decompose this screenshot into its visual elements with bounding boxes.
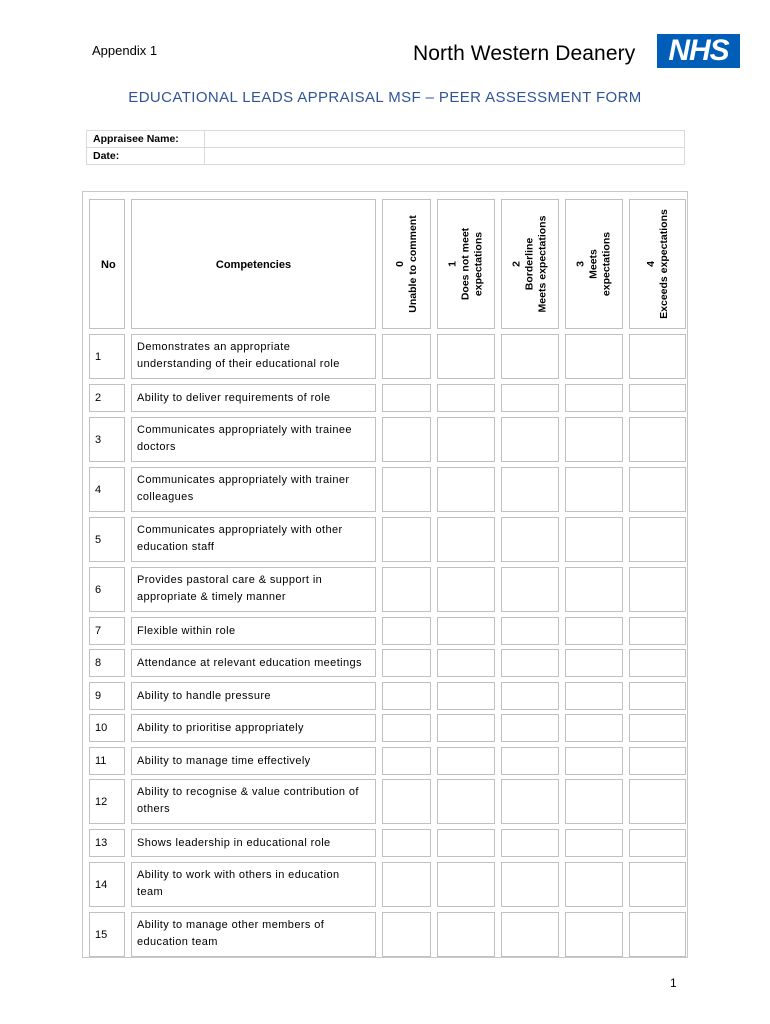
- header-rating-0-cell: [382, 199, 431, 329]
- competency-text: Demonstrates an appropriate understanding of their educational role: [137, 341, 340, 370]
- rating-3-line2: expectations: [600, 231, 613, 297]
- competency-text: Flexible within role: [137, 625, 236, 637]
- row-15-rating-4-box[interactable]: [629, 912, 686, 957]
- row-5-rating-2-box[interactable]: [501, 517, 559, 562]
- row-12-rating-0-box[interactable]: [382, 779, 431, 824]
- row-4-rating-2-box[interactable]: [501, 467, 559, 512]
- row-8-rating-0-box[interactable]: [382, 649, 431, 677]
- row-12-rating-2-box[interactable]: [501, 779, 559, 824]
- row-number: 15: [95, 928, 108, 941]
- row-number: 1: [95, 350, 102, 363]
- header-rating-1-cell: [437, 199, 495, 329]
- row-9-rating-4-box[interactable]: [629, 682, 686, 710]
- row-number: 14: [95, 878, 108, 891]
- row-14-competency-cell: [131, 862, 376, 907]
- org-name: North Western Deanery: [413, 42, 636, 65]
- row-10-rating-1-box[interactable]: [437, 714, 495, 742]
- row-3-competency-cell: [131, 417, 376, 462]
- competency-text: Attendance at relevant education meetings: [137, 657, 362, 669]
- row-5-competency-cell: [131, 517, 376, 562]
- row-3-rating-0-box[interactable]: [382, 417, 431, 462]
- row-1-rating-2-box[interactable]: [501, 334, 559, 379]
- row-11-rating-3-box[interactable]: [565, 747, 623, 775]
- row-15-rating-1-box[interactable]: [437, 912, 495, 957]
- appraisee-name-field[interactable]: [205, 131, 685, 148]
- row-7-rating-4-box[interactable]: [629, 617, 686, 645]
- row-8-rating-3-box[interactable]: [565, 649, 623, 677]
- row-number: 11: [95, 755, 107, 767]
- row-11-rating-2-box[interactable]: [501, 747, 559, 775]
- rating-4-num: 4: [644, 261, 657, 267]
- row-6-rating-3-box[interactable]: [565, 567, 623, 612]
- row-11-no-cell: [89, 747, 125, 775]
- row-2-rating-3-box[interactable]: [565, 384, 623, 412]
- row-4-competency-cell: [131, 467, 376, 512]
- row-8-competency-cell: [131, 649, 376, 677]
- competency-text: Ability to prioritise appropriately: [137, 722, 304, 734]
- row-number: 10: [95, 722, 108, 734]
- row-5-rating-0-box[interactable]: [382, 517, 431, 562]
- row-4-no-cell: [89, 467, 125, 512]
- row-5-no-cell: [89, 517, 125, 562]
- row-15-rating-0-box[interactable]: [382, 912, 431, 957]
- competency-text: Communicates appropriately with trainee doctors: [137, 424, 352, 453]
- row-8-rating-2-box[interactable]: [501, 649, 559, 677]
- row-7-rating-0-box[interactable]: [382, 617, 431, 645]
- row-10-rating-3-box[interactable]: [565, 714, 623, 742]
- row-13-competency-cell: [131, 829, 376, 857]
- row-6-no-cell: [89, 567, 125, 612]
- row-3-rating-1-box[interactable]: [437, 417, 495, 462]
- rating-1-line1: Does not meet: [459, 227, 472, 301]
- row-2-rating-1-box[interactable]: [437, 384, 495, 412]
- row-7-rating-2-box[interactable]: [501, 617, 559, 645]
- row-7-competency-cell: [131, 617, 376, 645]
- rating-2-line2: Meets expectations: [536, 215, 549, 313]
- row-6-competency-cell: [131, 567, 376, 612]
- row-14-rating-4-box[interactable]: [629, 862, 686, 907]
- header-rating-4-label: [645, 209, 671, 319]
- header-rating-1-label: [447, 228, 486, 300]
- rating-0-num: 0: [393, 261, 406, 267]
- header-rating-0-label: [394, 215, 420, 312]
- appraisee-name-label: Appraisee Name:: [87, 131, 205, 148]
- competency-text: Communicates appropriately with other education staff: [137, 524, 343, 553]
- row-10-rating-2-box[interactable]: [501, 714, 559, 742]
- row-14-no-cell: [89, 862, 125, 907]
- row-4-rating-0-box[interactable]: [382, 467, 431, 512]
- row-3-rating-2-box[interactable]: [501, 417, 559, 462]
- row-6-rating-0-box[interactable]: [382, 567, 431, 612]
- row-number: 2: [95, 392, 102, 404]
- date-row: [87, 148, 685, 165]
- header-no-label: No: [101, 259, 116, 271]
- row-number: 8: [95, 657, 102, 669]
- form-title: EDUCATIONAL LEADS APPRAISAL MSF – PEER ASSESSMENT FORM: [128, 89, 642, 106]
- row-12-rating-3-box[interactable]: [565, 779, 623, 824]
- row-number: 9: [95, 690, 102, 702]
- row-1-competency-cell: [131, 334, 376, 379]
- competency-text: Ability to recognise & value contribution of others: [137, 786, 359, 815]
- row-15-rating-3-box[interactable]: [565, 912, 623, 957]
- row-10-rating-4-box[interactable]: [629, 714, 686, 742]
- row-number: 7: [95, 625, 102, 637]
- row-8-no-cell: [89, 649, 125, 677]
- row-13-rating-3-box[interactable]: [565, 829, 623, 857]
- row-2-rating-4-box[interactable]: [629, 384, 686, 412]
- row-11-rating-4-box[interactable]: [629, 747, 686, 775]
- rating-2-num: 2: [510, 261, 523, 267]
- row-2-no-cell: [89, 384, 125, 412]
- rating-0-line1: Unable to comment: [406, 215, 419, 313]
- row-11-competency-cell: [131, 747, 376, 775]
- row-13-no-cell: [89, 829, 125, 857]
- row-15-no-cell: [89, 912, 125, 957]
- row-1-rating-0-box[interactable]: [382, 334, 431, 379]
- competency-text: Communicates appropriately with trainer colleagues: [137, 474, 350, 503]
- header-competencies-label: Competencies: [215, 259, 292, 271]
- row-14-rating-2-box[interactable]: [501, 862, 559, 907]
- row-6-rating-4-box[interactable]: [629, 567, 686, 612]
- row-12-competency-cell: [131, 779, 376, 824]
- header-rating-3-label: [575, 232, 614, 296]
- rating-3-num: 3: [574, 261, 587, 267]
- row-7-rating-3-box[interactable]: [565, 617, 623, 645]
- appendix-label: Appendix 1: [92, 43, 158, 58]
- row-1-rating-4-box[interactable]: [629, 334, 686, 379]
- row-2-rating-0-box[interactable]: [382, 384, 431, 412]
- row-13-rating-2-box[interactable]: [501, 829, 559, 857]
- appraisee-info-table: [86, 130, 685, 165]
- row-9-no-cell: [89, 682, 125, 710]
- row-number: 3: [95, 433, 102, 446]
- row-5-rating-3-box[interactable]: [565, 517, 623, 562]
- row-7-no-cell: [89, 617, 125, 645]
- row-9-competency-cell: [131, 682, 376, 710]
- nhs-logo: NHS: [657, 34, 740, 68]
- page-number: 1: [670, 976, 677, 990]
- competency-text: Ability to work with others in education team: [137, 869, 340, 898]
- row-6-rating-2-box[interactable]: [501, 567, 559, 612]
- header-rating-2-label: [511, 216, 550, 313]
- header-competencies-cell: [131, 199, 376, 329]
- competency-table: [82, 191, 688, 958]
- row-13-rating-0-box[interactable]: [382, 829, 431, 857]
- row-11-rating-1-box[interactable]: [437, 747, 495, 775]
- row-3-rating-4-box[interactable]: [629, 417, 686, 462]
- row-12-no-cell: [89, 779, 125, 824]
- row-12-rating-1-box[interactable]: [437, 779, 495, 824]
- row-9-rating-0-box[interactable]: [382, 682, 431, 710]
- header-no-cell: [89, 199, 125, 329]
- row-1-rating-1-box[interactable]: [437, 334, 495, 379]
- rating-1-num: 1: [446, 261, 459, 267]
- row-number: 5: [95, 533, 102, 546]
- row-number: 13: [95, 837, 108, 849]
- row-4-rating-3-box[interactable]: [565, 467, 623, 512]
- row-15-rating-2-box[interactable]: [501, 912, 559, 957]
- row-10-rating-0-box[interactable]: [382, 714, 431, 742]
- rating-1-line2: expectations: [472, 231, 485, 297]
- competency-text: Ability to manage time effectively: [137, 755, 311, 767]
- date-label: Date:: [87, 148, 205, 165]
- row-14-rating-0-box[interactable]: [382, 862, 431, 907]
- row-12-rating-4-box[interactable]: [629, 779, 686, 824]
- rating-2-line1: Borderline: [523, 237, 536, 291]
- row-13-rating-4-box[interactable]: [629, 829, 686, 857]
- row-number: 6: [95, 583, 102, 596]
- row-7-rating-1-box[interactable]: [437, 617, 495, 645]
- row-14-rating-1-box[interactable]: [437, 862, 495, 907]
- row-1-rating-3-box[interactable]: [565, 334, 623, 379]
- rating-3-line1: Meets: [587, 249, 600, 279]
- row-14-rating-3-box[interactable]: [565, 862, 623, 907]
- header-rating-3-cell: [565, 199, 623, 329]
- row-15-competency-cell: [131, 912, 376, 957]
- competency-text: Shows leadership in educational role: [137, 837, 331, 849]
- row-2-competency-cell: [131, 384, 376, 412]
- rating-4-line1: Exceeds expectations: [657, 209, 670, 319]
- row-10-no-cell: [89, 714, 125, 742]
- row-4-rating-1-box[interactable]: [437, 467, 495, 512]
- header-rating-2-cell: [501, 199, 559, 329]
- row-9-rating-1-box[interactable]: [437, 682, 495, 710]
- row-5-rating-4-box[interactable]: [629, 517, 686, 562]
- competency-text: Provides pastoral care & support in appropriate & timely manner: [137, 574, 323, 603]
- row-2-rating-2-box[interactable]: [501, 384, 559, 412]
- row-1-no-cell: [89, 334, 125, 379]
- row-10-competency-cell: [131, 714, 376, 742]
- competency-text: Ability to handle pressure: [137, 690, 271, 702]
- appraisee-row: [87, 131, 685, 148]
- row-8-rating-1-box[interactable]: [437, 649, 495, 677]
- row-8-rating-4-box[interactable]: [629, 649, 686, 677]
- row-number: 4: [95, 483, 102, 496]
- row-4-rating-4-box[interactable]: [629, 467, 686, 512]
- row-3-rating-3-box[interactable]: [565, 417, 623, 462]
- date-field[interactable]: [205, 148, 685, 165]
- competency-text: Ability to manage other members of education team: [137, 919, 325, 948]
- row-5-rating-1-box[interactable]: [437, 517, 495, 562]
- competency-text: Ability to deliver requirements of role: [137, 392, 331, 404]
- row-number: 12: [95, 795, 108, 808]
- row-6-rating-1-box[interactable]: [437, 567, 495, 612]
- row-9-rating-3-box[interactable]: [565, 682, 623, 710]
- header-rating-4-cell: [629, 199, 686, 329]
- row-9-rating-2-box[interactable]: [501, 682, 559, 710]
- row-13-rating-1-box[interactable]: [437, 829, 495, 857]
- row-11-rating-0-box[interactable]: [382, 747, 431, 775]
- row-3-no-cell: [89, 417, 125, 462]
